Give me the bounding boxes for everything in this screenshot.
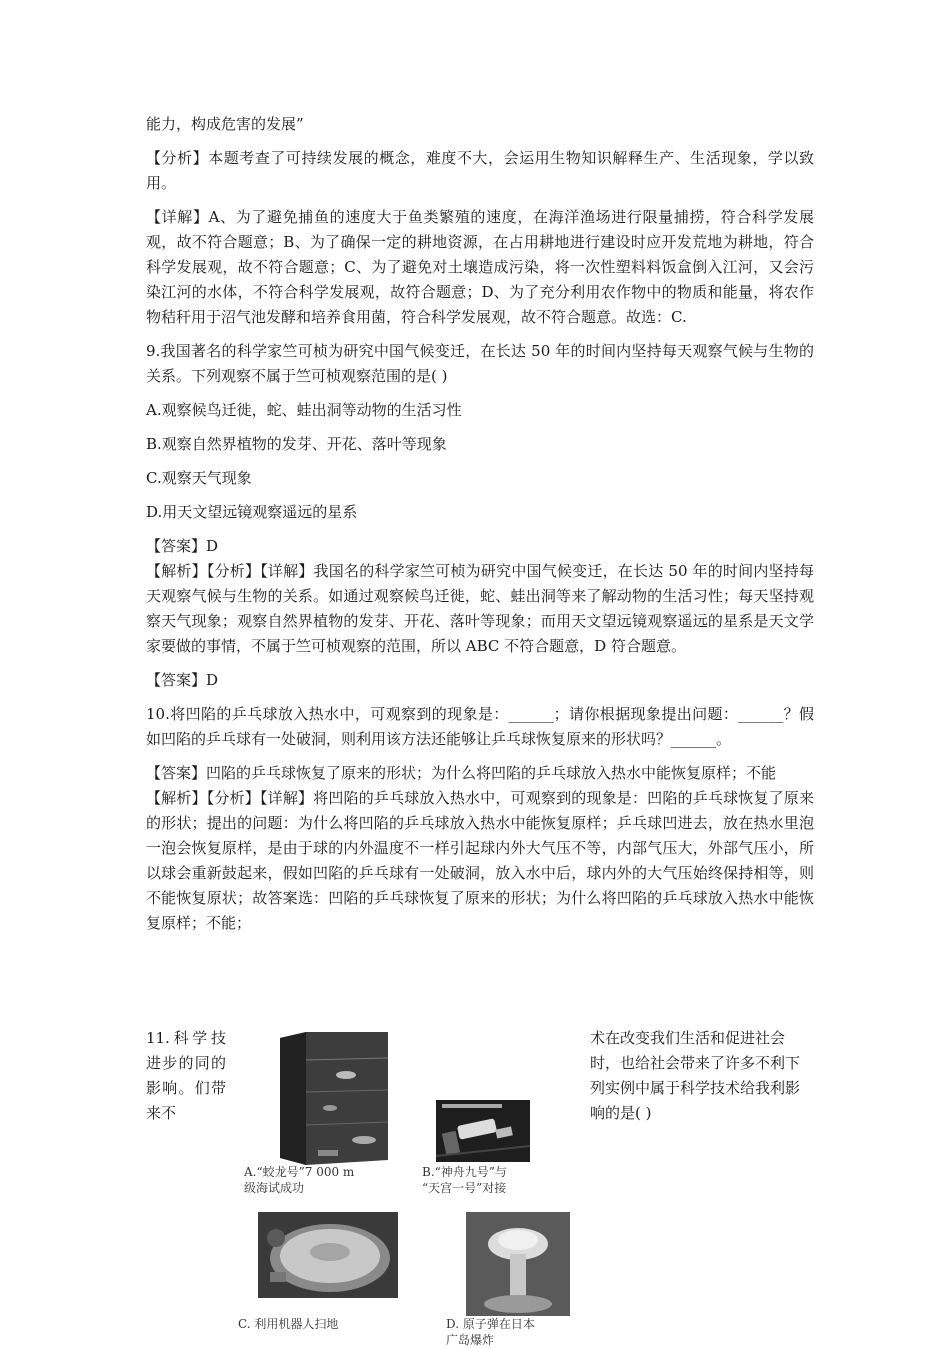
caption-b: B.“神舟九号”与 “天宫一号”对接 (422, 1165, 507, 1195)
explanation-9: 【解析】【分析】【详解】我国名的科学家竺可桢为研究中国气候变迁，在长达 50 年的时间内坚持每天观察气候与生物的关系。如通过观察候鸟迁徙，蛇、蛙出洞等来了解动物的生活习性；每天坚持观察天气现象；观察自然界植物的发芽、开花、落叶等现象；而用天文望远镜观察遥远的星系是天文学家要做的事情，不属于竺可桢观察的范围，所以 ABC 不符合题意，D 符合题意。 (146, 562, 814, 655)
caption-d: D. 原子弹在日本 广岛爆炸 (446, 1317, 535, 1347)
answer-10: 【答案】凹陷的乒乓球恢复了原来的形状；为什么将凹陷的乒乓球放入热水中能恢复原样；不能 (146, 764, 777, 782)
shenzhou-docking-image (436, 1100, 530, 1162)
question-11-left-text: 11.科学技进步的同的影响。们带来不 (146, 1029, 226, 1122)
option-9c: C.观察天气现象 (146, 469, 252, 487)
explanation-10: 【解析】【分析】【详解】将凹陷的乒乓球放入热水中，可观察到的现象是：凹陷的乒乓球恢复了原来的形状；提出的问题：为什么将凹陷的乒乓球放入热水中能恢复原样；乒乓球凹进去，放在热水里泡一泡会恢复原样，是由于球的内外温度不一样引起球内外大气压不等，内部气压大，外部气压小，所以球会重新鼓起来，假如凹陷的乒乓球有一处破洞，放入水中后，球内外的大气压始终保持相等，则不能恢复原状；故答案选：凹陷的乒乓球恢复了原来的形状；为什么将凹陷的乒乓球放入热水中能恢复原样；不能； (146, 789, 814, 932)
question-11-right-text: 术在改变我们生活和促进社会时，也给社会带来了许多不利下列实例中属于科学技术给我利影响的是( ) (590, 1029, 801, 1122)
mushroom-cloud-image (466, 1212, 570, 1316)
question-11-figures (238, 1030, 578, 1347)
text-line: 能力，构成危害的发展” (146, 115, 304, 133)
option-9a: A.观察候鸟迁徙，蛇、蛙出洞等动物的生活习性 (146, 401, 462, 419)
detail-paragraph: 【详解】A、为了避免捕鱼的速度大于鱼类繁殖的速度，在海洋渔场进行限量捕捞，符合科学发展观，故不符合题意；B、为了确保一定的耕地资源，在占用耕地进行建设时应开发荒地为耕地，符合科学发展观，故不符合题意；C、为了避免对土壤造成污染，将一次性塑料料饭盒倒入江河，又会污染江河的水体，不符合科学发展观，故符合题意；D、为了充分利用农作物中的物质和能量，将农作物秸秆用于沼气池发酵和培养食用菌，符合科学发展观，故不符合题意。故选：C. (146, 208, 814, 326)
answer-9-repeat: 【答案】D (146, 671, 219, 689)
robot-vacuum-image (258, 1212, 398, 1298)
question-10: 10.将凹陷的乒乓球放入热水中，可观察到的现象是：______；请你根据现象提出问题：______？假如凹陷的乒乓球有一处破洞，则利用该方法还能够让乒乓球恢复原来的形状吗？______。 (146, 705, 814, 748)
document-body (146, 112, 814, 945)
question-11 (146, 1026, 814, 1347)
answer-9: 【答案】D (146, 537, 219, 555)
option-9b: B.观察自然界植物的发芽、开花、落叶等现象 (146, 435, 447, 453)
analysis-paragraph: 【分析】本题考查了可持续发展的概念，难度不大，会运用生物知识解释生产、生活现象，学以致用。 (146, 149, 814, 192)
caption-c: C. 利用机器人扫地 (238, 1317, 339, 1331)
caption-a: A.“蛟龙号”7 000 m 级海试成功 (244, 1165, 355, 1195)
jiaolong-image (268, 1030, 388, 1165)
option-9d: D.用天文望远镜观察遥远的星系 (146, 503, 358, 521)
question-9: 9.我国著名的科学家竺可桢为研究中国气候变迁，在长达 50 年的时间内坚持每天观察气候与生物的关系。下列观察不属于竺可桢观察范围的是( ) (146, 342, 814, 385)
